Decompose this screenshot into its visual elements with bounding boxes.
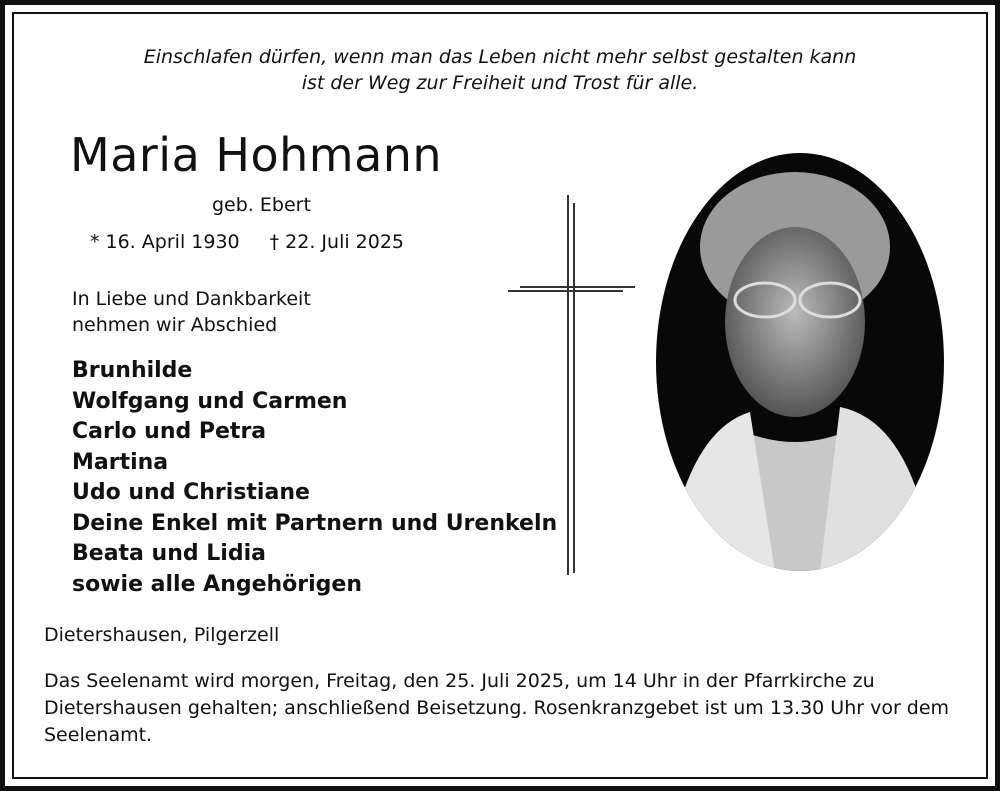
mourner: Beata und Lidia (72, 541, 266, 566)
place: Dietershausen, Pilgerzell (44, 624, 280, 646)
maiden-name: geb. Ebert (212, 194, 311, 216)
death-date: † 22. Juli 2025 (269, 231, 405, 253)
mourner: Brunhilde (72, 358, 193, 383)
intro-text (72, 286, 311, 338)
mourner: Deine Enkel mit Partnern und Urenkeln (72, 510, 558, 536)
motto (0, 44, 1000, 96)
motto-line: Einschlafen dürfen, wenn man das Leben nicht mehr selbst gestalten kann (143, 46, 857, 68)
service-notice: Das Seelenamt wird morgen, Freitag, den 25. Juli 2025, um 14 Uhr in der Pfarrkirche zu Dietershausen gehalten; anschließend Beisetzung. Rosenkranzgebet ist um 13.30 Uhr vor dem Seelenamt. (44, 670, 950, 746)
birth-date: * 16. April 1930 (90, 231, 240, 253)
life-dates (90, 231, 434, 253)
mourner: Udo und Christiane (72, 480, 310, 505)
mourner: Wolfgang und Carmen (72, 388, 348, 414)
mourner: sowie alle Angehörigen (72, 571, 363, 597)
intro-line: In Liebe und Dankbarkeit (72, 288, 311, 310)
mourners-list (72, 356, 557, 600)
deceased-name: Maria Hohmann (70, 128, 443, 182)
mourner: Carlo und Petra (72, 419, 267, 444)
mourner: Martina (72, 449, 169, 475)
intro-line: nehmen wir Abschied (72, 314, 278, 336)
portrait-photo (655, 152, 945, 572)
motto-line: ist der Weg zur Freiheit und Trost für alle. (301, 72, 699, 94)
